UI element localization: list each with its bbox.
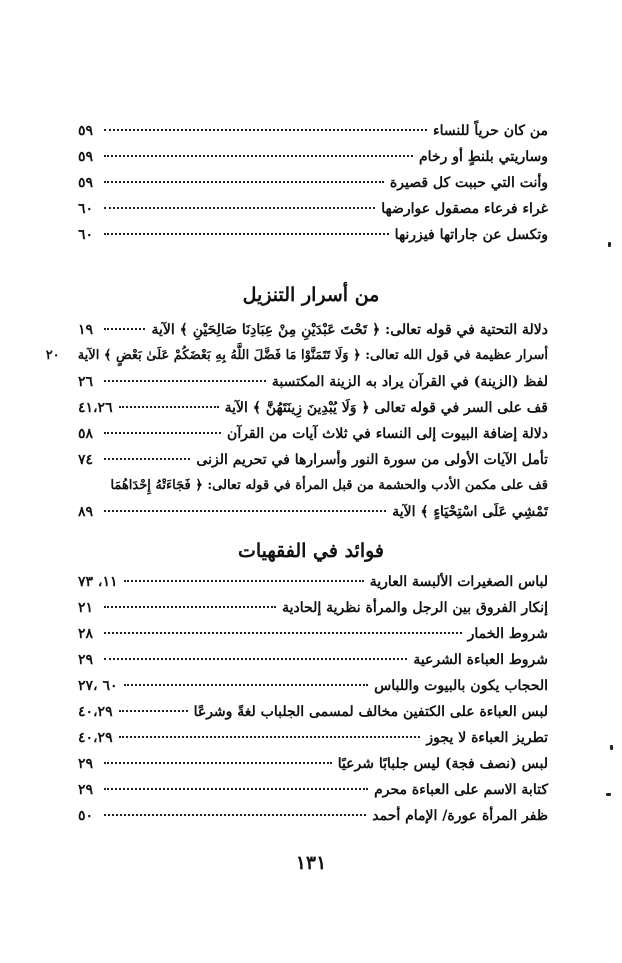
index-entry xyxy=(78,678,548,698)
index-entry xyxy=(78,626,548,646)
dot-leader xyxy=(124,580,364,582)
entry-pages: ٢٠ xyxy=(45,348,60,363)
dot-leader xyxy=(104,606,276,608)
entry-title: دلالة إضافة البيوت إلى النساء في ثلاث آيات من القرآن xyxy=(227,426,548,442)
entry-pages: ٦٠ xyxy=(78,201,94,217)
entry-title: تأمل الآيات الأولى من سورة النور وأسرارها في تحريم الزنى xyxy=(196,452,548,468)
index-entry xyxy=(78,201,548,221)
entry-pages: ٥٠ xyxy=(78,808,94,824)
index-entry xyxy=(78,600,548,620)
index-entry xyxy=(78,374,548,394)
dot-leader xyxy=(104,380,266,382)
entry-title: إنكار الفروق بين الرجل والمرأة نظرية إلحادية xyxy=(282,600,548,616)
entry-title: الحجاب يكون بالبيوت واللباس xyxy=(374,678,548,694)
index-entry xyxy=(78,426,548,446)
entry-title: شروط الخمار xyxy=(467,626,548,642)
dot-leader xyxy=(104,510,386,512)
entry-title: غراء فرعاء مصقول عوارضها xyxy=(381,201,548,217)
entry-pages: ٢٩ xyxy=(78,652,94,668)
entry-pages: ٢٩ xyxy=(78,756,94,772)
entry-pages: ٢٩ xyxy=(78,782,94,798)
index-entry xyxy=(78,452,548,472)
entry-pages: ٢٨ xyxy=(78,626,94,642)
index-entry xyxy=(78,574,548,594)
index-entry xyxy=(78,149,548,169)
entry-pages: ١١، ٧٣ xyxy=(78,574,118,590)
entry-title: دلالة التحتية في قوله تعالى: ﴿ تَحْتَ عَبْدَيْنِ مِنْ عِبَادِنَا صَالِحَيْنِ ﴾ الآية xyxy=(151,322,548,338)
dot-leader xyxy=(104,658,407,660)
index-entry xyxy=(78,730,548,750)
index-entry xyxy=(78,322,548,342)
entry-pages: ٧٤ xyxy=(78,452,94,468)
entry-title-continuation: تَمْشِي عَلَى اسْتِحْيَاءٍ ﴾ الآية xyxy=(392,504,548,520)
index-entry xyxy=(78,123,548,143)
entry-pages: ٤١،٢٦ xyxy=(78,400,113,416)
entry-title: لباس الصغيرات الألبسة العارية xyxy=(369,574,548,590)
entry-title: قف على السر في قوله تعالى ﴿ وَلَا يُبْدِينَ زِينَتَهُنَّ ﴾ الآية xyxy=(224,400,548,416)
dot-leader xyxy=(104,181,384,183)
entry-pages: ٨٩ xyxy=(78,504,94,520)
entry-pages: ٥٩ xyxy=(78,175,94,191)
scan-speck xyxy=(608,242,611,247)
index-entry xyxy=(78,504,548,524)
dot-leader xyxy=(104,129,427,131)
entry-title: أسرار عظيمة في قول الله تعالى: ﴿ وَلَا تَتَمَنَّوْا مَا فَضَّلَ اللَّهُ بِهِ بَعْضَكُمْ عَلَىٰ بَعْضٍ ﴾ الآية xyxy=(77,348,548,363)
dot-leader xyxy=(104,762,332,764)
entry-pages: ٢١ xyxy=(78,600,94,616)
section-heading: فوائد في الفقهيات xyxy=(237,540,385,562)
page-number: ١٣١ xyxy=(295,852,327,874)
entry-title: لفظ (الزينة) في القرآن يراد به الزينة المكتسبة xyxy=(271,374,548,390)
entry-pages: ٤٠،٢٩ xyxy=(78,704,113,720)
dot-leader xyxy=(104,233,389,235)
entry-pages: ٤٠،٢٩ xyxy=(78,730,113,746)
entry-title: لبس (نصف فجة) ليس جلبابًا شرعيًا xyxy=(337,756,548,772)
index-entry xyxy=(45,348,548,368)
entry-title: لبس العباءة على الكتفين مخالف لمسمى الجلباب لغةً وشرعًا xyxy=(193,704,548,720)
section-heading: من أسرار التنزيل xyxy=(242,284,380,306)
dot-leader xyxy=(104,328,145,330)
index-entry xyxy=(78,704,548,724)
index-entry xyxy=(78,227,548,247)
dot-leader xyxy=(119,736,421,738)
entry-title: من كان حرياً للنساء xyxy=(433,123,548,139)
entry-pages: ٦٠ ،٢٧ xyxy=(78,678,118,694)
dot-leader xyxy=(119,406,219,408)
scan-speck xyxy=(606,793,611,796)
entry-pages: ٥٩ xyxy=(78,123,94,139)
index-entry xyxy=(78,808,548,828)
entry-title: وساريتي بلنطٍ أو رخام xyxy=(419,149,548,165)
dot-leader xyxy=(104,207,375,209)
dot-leader xyxy=(104,814,366,816)
entry-title: تطريز العباءة لا يجوز xyxy=(426,730,548,746)
entry-pages: ٥٩ xyxy=(78,149,94,165)
dot-leader xyxy=(124,684,369,686)
dot-leader xyxy=(104,155,413,157)
dot-leader xyxy=(104,788,368,790)
index-entry xyxy=(78,756,548,776)
entry-pages: ٦٠ xyxy=(78,227,94,243)
entry-title: كتابة الاسم على العباءة محرم xyxy=(374,782,548,798)
scan-speck xyxy=(610,745,613,750)
entry-pages: ٥٨ xyxy=(78,426,94,442)
dot-leader xyxy=(104,432,221,434)
entry-title: شروط العباءة الشرعية xyxy=(413,652,548,668)
index-entry xyxy=(78,400,548,420)
index-entry xyxy=(78,782,548,802)
entry-pages: ١٩ xyxy=(78,322,94,338)
entry-title: وتكسل عن جاراتها فيزرنها xyxy=(394,227,548,243)
entry-title-first-line: قف على مكمن الأدب والحشمة من قبل المرأة في قوله تعالى: ﴿ فَجَاءَتْهُ إِحْدَاهُمَا xyxy=(110,478,548,493)
index-entry xyxy=(78,175,548,195)
entry-pages: ٢٦ xyxy=(78,374,94,390)
dot-leader xyxy=(104,632,462,634)
dot-leader xyxy=(119,710,188,712)
dot-leader xyxy=(104,458,190,460)
index-entry xyxy=(78,652,548,672)
entry-title: وأنت التي حببت كل قصيرة xyxy=(389,175,548,191)
entry-title: ظفر المرأة عورة/ الإمام أحمد xyxy=(372,808,548,824)
